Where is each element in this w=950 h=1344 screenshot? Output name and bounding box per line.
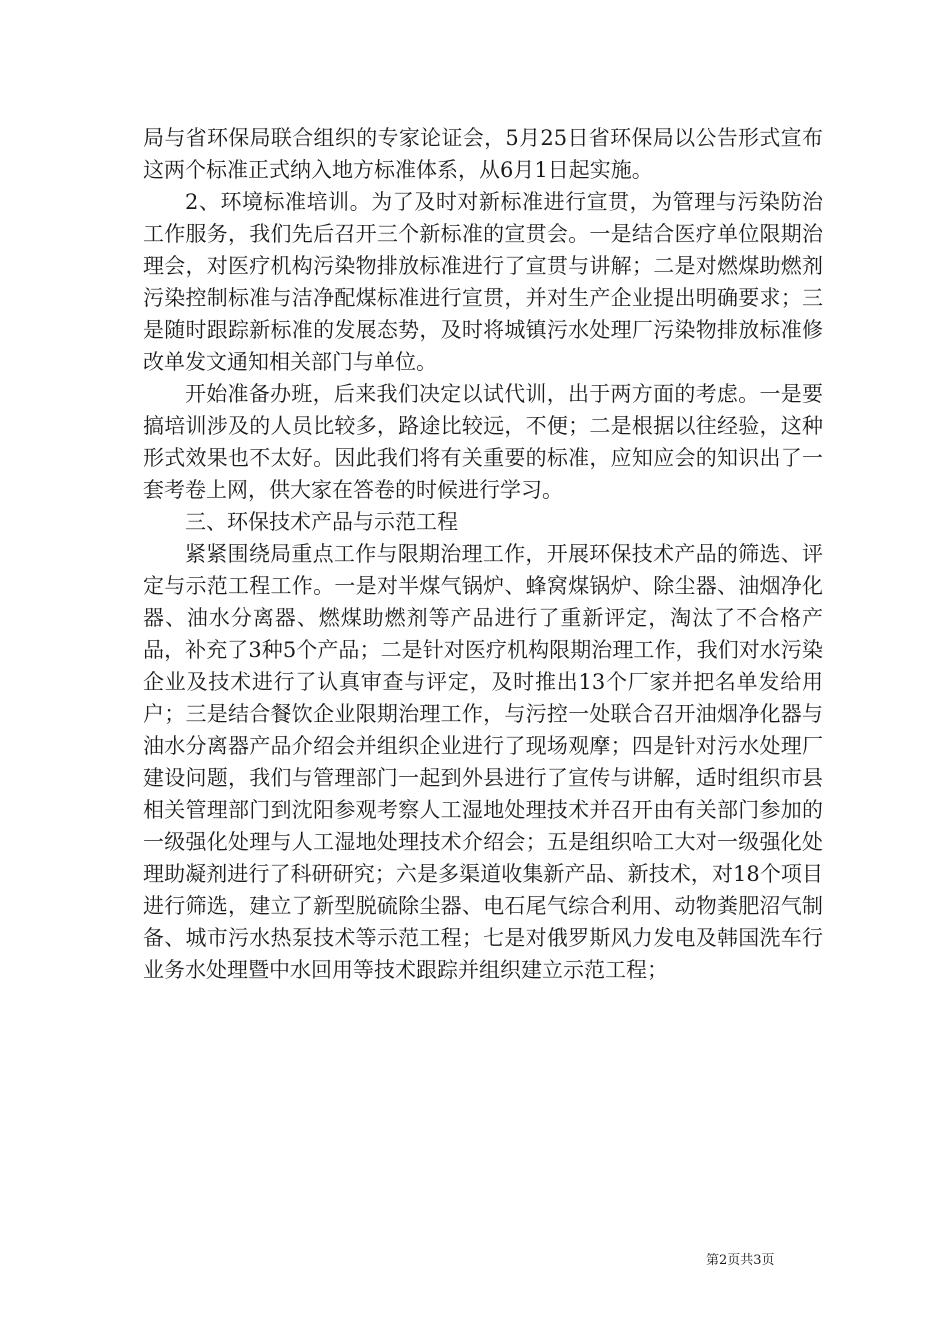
paragraph-standard-training: 2、环境标准培训。为了及时对新标准进行宣贯，为管理与污染防治工作服务，我们先后召开三个新标准的宣贯会。一是结合医疗单位限期治理会，对医疗机构污染物排放标准进行了宣贯与讲解；二是对燃煤助燃剂污染控制标准与洁净配煤标准进行宣贯，并对生产企业提出明确要求；三是随时跟踪新标准的发展态势，及时将城镇污水处理厂污染物排放标准修改单发文通知相关部门与单位。 bbox=[143, 190, 823, 374]
paragraph-training-approach: 开始准备办班，后来我们决定以试代训，出于两方面的考虑。一是要搞培训涉及的人员比较多，路途比较远，不便；二是根据以往经验，这种形式效果也不太好。因此我们将有关重要的标准，应知应会的知识出了一套考卷上网，供大家在答卷的时候进行学习。 bbox=[143, 382, 823, 502]
document-body bbox=[143, 122, 823, 986]
paragraph-continuation: 局与省环保局联合组织的专家论证会，5月25日省环保局以公告形式宣布这两个标准正式纳入地方标准体系，从6月1日起实施。 bbox=[143, 126, 823, 182]
section-heading-tech-products: 三、环保技术产品与示范工程 bbox=[185, 510, 458, 534]
paragraph-tech-products: 紧紧围绕局重点工作与限期治理工作，开展环保技术产品的筛选、评定与示范工程工作。一是对半煤气锅炉、蜂窝煤锅炉、除尘器、油烟净化器、油水分离器、燃煤助燃剂等产品进行了重新评定，淘汰了不合格产品，补充了3种5个产品；二是针对医疗机构限期治理工作，我们对水污染企业及技术进行了认真审查与评定，及时推出13个厂家并把名单发给用户；三是结合餐饮企业限期治理工作，与污控一处联合召开油烟净化器与油水分离器产品介绍会并组织企业进行了现场观摩；四是针对污水处理厂建设问题，我们与管理部门一起到外县进行了宣传与讲解，适时组织市县相关管理部门到沈阳参观考察人工湿地处理技术并召开由有关部门参加的一级强化处理与人工湿地处理技术介绍会；五是组织哈工大对一级强化处理助凝剂进行了科研研究；六是多渠道收集新产品、新技术，对18个项目进行筛选，建立了新型脱硫除尘器、电石尾气综合利用、动物粪肥沼气制备、城市污水热泵技术等示范工程；七是对俄罗斯风力发电及韩国洗车行业务水处理暨中水回用等技术跟踪并组织建立示范工程； bbox=[143, 542, 823, 982]
page-indicator: 第2页共3页 bbox=[706, 1253, 775, 1268]
